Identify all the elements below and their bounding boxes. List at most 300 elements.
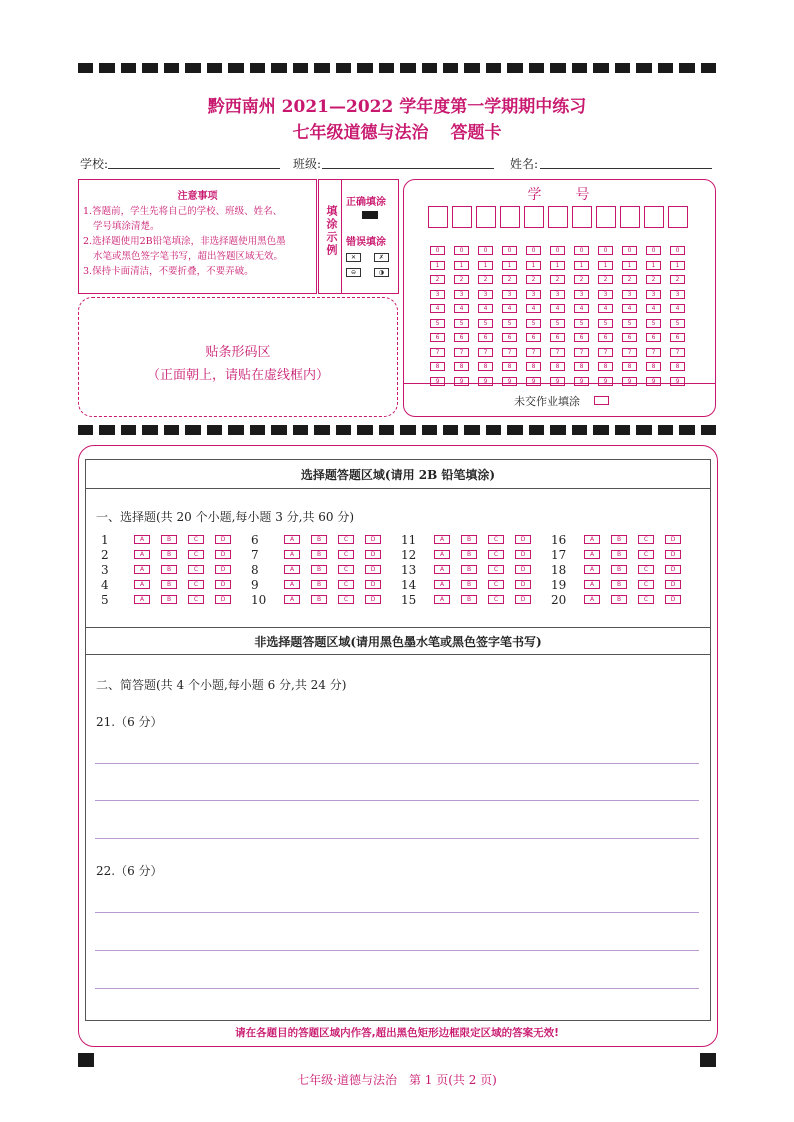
student-id-bubble[interactable]: 9 — [550, 377, 565, 386]
notice-item: 3.保持卡面清洁，不要折叠，不要弄破。 — [83, 266, 254, 277]
corner-marker-left — [78, 1053, 94, 1067]
student-id-bubble[interactable]: 6 — [646, 333, 661, 342]
name-label: 姓名: — [510, 157, 539, 171]
option-bubble[interactable]: B — [461, 595, 477, 604]
wrong-mark: ✕ — [346, 253, 361, 262]
student-id-bubble[interactable]: 0 — [646, 246, 661, 255]
option-bubble[interactable]: D — [365, 550, 381, 559]
choice-heading: 一、选择题(共 20 个小题,每小题 3 分,共 60 分) — [96, 510, 355, 524]
student-id-bubble[interactable]: 2 — [526, 275, 541, 284]
student-id-bubble[interactable]: 9 — [526, 377, 541, 386]
option-bubble[interactable]: C — [338, 535, 354, 544]
wrong-mark: ⊖ — [346, 268, 361, 277]
question-number: 16 — [551, 532, 567, 547]
student-id-bubble[interactable]: 9 — [670, 377, 685, 386]
student-id-bubble[interactable]: 4 — [430, 304, 445, 313]
choice-question-row — [401, 532, 551, 547]
choice-question-row — [101, 577, 251, 592]
student-id-bubble[interactable]: 4 — [478, 304, 493, 313]
choice-question-row — [101, 592, 251, 607]
student-id-digit-cell[interactable] — [572, 206, 592, 228]
option-bubble[interactable]: A — [134, 580, 150, 589]
student-id-bubble[interactable]: 0 — [550, 246, 565, 255]
student-id-bubble[interactable]: 9 — [574, 377, 589, 386]
choice-question-row — [251, 532, 401, 547]
option-bubble[interactable]: A — [584, 565, 600, 574]
option-bubble[interactable]: B — [611, 580, 627, 589]
student-id-bubble[interactable]: 7 — [502, 348, 517, 357]
fill-example-label: 填涂示例 — [325, 205, 338, 257]
option-bubble[interactable]: D — [365, 580, 381, 589]
option-bubble[interactable]: D — [215, 550, 231, 559]
student-id-bubble[interactable]: 8 — [670, 362, 685, 371]
student-id-digit-cell[interactable] — [668, 206, 688, 228]
option-bubble[interactable]: D — [665, 595, 681, 604]
notice-item: 学号填涂清楚。 — [93, 221, 160, 232]
student-id-bubble[interactable]: 0 — [598, 246, 613, 255]
student-id-bubble[interactable]: 5 — [478, 319, 493, 328]
wrong-fill-label: 错误填涂 — [346, 237, 386, 248]
question-number: 4 — [101, 577, 109, 592]
student-id-bubble[interactable]: 5 — [670, 319, 685, 328]
student-id-digit-cell[interactable] — [452, 206, 472, 228]
student-id-bubble[interactable]: 3 — [478, 290, 493, 299]
choice-column — [401, 532, 551, 607]
student-id-digit-cell[interactable] — [620, 206, 640, 228]
student-id-bubble[interactable]: 0 — [670, 246, 685, 255]
student-id-bubble-row — [430, 324, 694, 339]
student-id-bubble[interactable]: 7 — [670, 348, 685, 357]
option-bubble[interactable]: B — [161, 580, 177, 589]
student-id-digit-cell[interactable] — [644, 206, 664, 228]
option-bubble[interactable]: A — [434, 535, 450, 544]
option-bubble[interactable]: B — [161, 565, 177, 574]
option-bubble[interactable]: A — [584, 535, 600, 544]
student-id-bubble[interactable]: 7 — [478, 348, 493, 357]
student-id-bubble[interactable]: 9 — [622, 377, 637, 386]
choice-question-row — [101, 562, 251, 577]
student-id-bubble-grid[interactable] — [430, 237, 694, 385]
option-bubble[interactable]: A — [134, 535, 150, 544]
option-bubble[interactable]: D — [215, 535, 231, 544]
student-id-bubble[interactable]: 5 — [622, 319, 637, 328]
student-id-bubble[interactable]: 8 — [430, 362, 445, 371]
question-22-label: 22.（6 分） — [96, 864, 163, 878]
question-number: 2 — [101, 547, 109, 562]
class-field[interactable] — [322, 168, 494, 169]
option-bubble[interactable]: C — [638, 595, 654, 604]
student-id-bubble[interactable]: 6 — [478, 333, 493, 342]
student-id-bubble[interactable]: 1 — [526, 261, 541, 270]
option-bubble[interactable]: B — [311, 550, 327, 559]
notice-item: 1.答题前，学生先将自己的学校、班级、姓名、 — [83, 206, 283, 217]
student-id-bubble[interactable]: 1 — [598, 261, 613, 270]
option-bubble[interactable]: A — [284, 535, 300, 544]
option-bubble[interactable]: D — [365, 595, 381, 604]
option-bubble[interactable]: A — [284, 595, 300, 604]
question-number: 15 — [401, 592, 417, 607]
student-id-bubble[interactable]: 9 — [646, 377, 661, 386]
student-id-bubble[interactable]: 8 — [526, 362, 541, 371]
answer-line-22[interactable] — [95, 950, 699, 951]
option-bubble[interactable]: C — [488, 550, 504, 559]
student-id-digit-cell[interactable] — [596, 206, 616, 228]
option-bubble[interactable]: D — [365, 535, 381, 544]
student-id-bubble[interactable]: 3 — [622, 290, 637, 299]
option-bubble[interactable]: A — [434, 565, 450, 574]
option-bubble[interactable]: D — [365, 565, 381, 574]
student-id-bubble[interactable]: 0 — [454, 246, 469, 255]
name-field[interactable] — [540, 168, 712, 169]
student-id-bubble[interactable]: 7 — [646, 348, 661, 357]
choice-question-row — [101, 547, 251, 562]
student-id-bubble[interactable]: 6 — [598, 333, 613, 342]
student-id-bubble-row — [430, 252, 694, 267]
student-id-bubble[interactable]: 2 — [502, 275, 517, 284]
option-bubble[interactable]: B — [161, 550, 177, 559]
option-bubble[interactable]: B — [461, 565, 477, 574]
question-number: 11 — [401, 532, 417, 547]
student-id-bubble[interactable]: 2 — [670, 275, 685, 284]
option-bubble[interactable]: C — [188, 565, 204, 574]
notice-text — [79, 202, 316, 279]
option-bubble[interactable]: C — [488, 535, 504, 544]
correct-fill-sample — [362, 211, 378, 219]
choice-question-row — [251, 577, 401, 592]
student-id-bubble[interactable]: 5 — [430, 319, 445, 328]
answer-line-22[interactable] — [95, 988, 699, 989]
question-number: 1 — [101, 532, 109, 547]
student-id-bubble[interactable]: 4 — [670, 304, 685, 313]
choice-question-row — [551, 562, 701, 577]
school-label: 学校: — [80, 157, 109, 171]
choice-question-row — [251, 547, 401, 562]
answer-card-label: 答题卡 — [450, 123, 502, 143]
student-id-bubble[interactable]: 1 — [574, 261, 589, 270]
student-id-bubble[interactable]: 7 — [430, 348, 445, 357]
nonchoice-section-header: 非选择题答题区域(请用黑色墨水笔或黑色签字笔书写) — [254, 635, 542, 649]
option-bubble[interactable]: C — [488, 595, 504, 604]
student-id-bubble[interactable]: 6 — [430, 333, 445, 342]
option-bubble[interactable]: A — [434, 595, 450, 604]
student-id-bubble[interactable]: 7 — [574, 348, 589, 357]
option-bubble[interactable]: D — [665, 550, 681, 559]
choice-question-row — [101, 532, 251, 547]
student-id-bubble[interactable]: 8 — [574, 362, 589, 371]
barcode-title: 贴条形码区 — [205, 345, 271, 360]
student-id-bubble-row — [430, 310, 694, 325]
student-id-bubble[interactable]: 0 — [574, 246, 589, 255]
choice-column — [551, 532, 701, 607]
student-id-digit-cell[interactable] — [476, 206, 496, 228]
student-id-digit-cell[interactable] — [548, 206, 568, 228]
answer-inner-frame — [85, 459, 711, 1021]
option-bubble[interactable]: A — [284, 580, 300, 589]
student-id-bubble[interactable]: 0 — [478, 246, 493, 255]
option-bubble[interactable]: A — [284, 565, 300, 574]
student-id-bubble[interactable]: 4 — [598, 304, 613, 313]
question-number: 6 — [251, 532, 259, 547]
student-id-bubble[interactable]: 9 — [502, 377, 517, 386]
choice-column — [251, 532, 401, 607]
card-title — [0, 118, 794, 143]
student-id-digit-cell[interactable] — [500, 206, 520, 228]
choice-question-row — [251, 562, 401, 577]
barcode-subtitle: （正面朝上，请贴在虚线框内） — [146, 368, 329, 383]
option-bubble[interactable]: B — [611, 550, 627, 559]
option-bubble[interactable]: A — [584, 595, 600, 604]
student-id-bubble[interactable]: 2 — [454, 275, 469, 284]
student-id-digit-cell[interactable] — [524, 206, 544, 228]
student-id-bubble[interactable]: 0 — [502, 246, 517, 255]
student-id-digit-cell[interactable] — [428, 206, 448, 228]
student-id-bubble[interactable]: 1 — [670, 261, 685, 270]
option-bubble[interactable]: D — [515, 550, 531, 559]
option-bubble[interactable]: A — [584, 580, 600, 589]
option-bubble[interactable]: C — [638, 535, 654, 544]
notice-box — [78, 179, 317, 294]
student-id-bubble[interactable]: 8 — [502, 362, 517, 371]
student-id-bubble[interactable]: 8 — [622, 362, 637, 371]
option-bubble[interactable]: B — [311, 580, 327, 589]
not-submitted-bubble[interactable] — [594, 396, 609, 405]
question-number: 10 — [251, 592, 267, 607]
question-number: 7 — [251, 547, 259, 562]
option-bubble[interactable]: D — [215, 595, 231, 604]
option-bubble[interactable]: C — [338, 565, 354, 574]
option-bubble[interactable]: B — [461, 535, 477, 544]
choice-question-row — [551, 577, 701, 592]
choice-question-row — [551, 592, 701, 607]
top-timing-marks — [78, 63, 716, 73]
option-bubble[interactable]: B — [161, 595, 177, 604]
option-bubble[interactable]: B — [311, 595, 327, 604]
student-id-bubble[interactable]: 3 — [670, 290, 685, 299]
option-bubble[interactable]: D — [215, 565, 231, 574]
student-id-bubble[interactable]: 4 — [550, 304, 565, 313]
student-id-bubble-row — [430, 281, 694, 296]
student-id-bubble[interactable]: 1 — [502, 261, 517, 270]
student-id-bubble[interactable]: 6 — [622, 333, 637, 342]
question-number: 20 — [551, 592, 567, 607]
question-number: 8 — [251, 562, 259, 577]
question-number: 19 — [551, 577, 567, 592]
wrong-fill-samples — [346, 250, 396, 280]
option-bubble[interactable]: A — [134, 565, 150, 574]
student-id-bubble[interactable]: 5 — [574, 319, 589, 328]
student-id-bubble[interactable]: 3 — [574, 290, 589, 299]
subject-title: 七年级道德与法治 — [292, 123, 429, 143]
student-id-bubble[interactable]: 9 — [454, 377, 469, 386]
student-id-bubble[interactable]: 2 — [430, 275, 445, 284]
student-id-bubble[interactable]: 2 — [574, 275, 589, 284]
option-bubble[interactable]: D — [665, 580, 681, 589]
student-id-bubble[interactable]: 2 — [598, 275, 613, 284]
option-bubble[interactable]: C — [338, 580, 354, 589]
student-id-bubble[interactable]: 8 — [478, 362, 493, 371]
choice-question-row — [551, 532, 701, 547]
student-id-bubble[interactable]: 3 — [430, 290, 445, 299]
option-bubble[interactable]: C — [338, 550, 354, 559]
student-id-bubble[interactable]: 8 — [550, 362, 565, 371]
student-id-bubble[interactable]: 1 — [478, 261, 493, 270]
option-bubble[interactable]: B — [311, 565, 327, 574]
student-id-bubble[interactable]: 6 — [574, 333, 589, 342]
option-bubble[interactable]: A — [134, 595, 150, 604]
exam-title: 黔西南州 2021—2022 学年度第一学期期中练习 — [207, 97, 587, 117]
option-bubble[interactable]: D — [665, 565, 681, 574]
student-id-bubble[interactable]: 6 — [454, 333, 469, 342]
student-id-bubble[interactable]: 7 — [622, 348, 637, 357]
student-id-bubble[interactable]: 3 — [454, 290, 469, 299]
option-bubble[interactable]: D — [515, 565, 531, 574]
answer-line-22[interactable] — [95, 912, 699, 913]
option-bubble[interactable]: B — [161, 535, 177, 544]
student-id-bubble[interactable]: 9 — [430, 377, 445, 386]
student-id-bubble[interactable]: 1 — [622, 261, 637, 270]
option-bubble[interactable]: A — [434, 580, 450, 589]
student-id-write-cells[interactable] — [428, 206, 692, 228]
option-bubble[interactable]: A — [434, 550, 450, 559]
student-id-bubble[interactable]: 4 — [646, 304, 661, 313]
student-id-bubble-row — [430, 237, 694, 252]
student-id-bubble[interactable]: 4 — [622, 304, 637, 313]
choice-section-header: 选择题答题区域(请用 2B 铅笔填涂) — [300, 468, 496, 482]
student-id-bubble[interactable]: 7 — [598, 348, 613, 357]
option-bubble[interactable]: A — [284, 550, 300, 559]
not-submitted-label: 未交作业填涂 — [514, 395, 580, 408]
student-id-bubble[interactable]: 7 — [526, 348, 541, 357]
choice-question-row — [251, 592, 401, 607]
option-bubble[interactable]: D — [515, 595, 531, 604]
wrong-mark: ◑ — [374, 268, 389, 277]
school-field[interactable] — [108, 168, 280, 169]
student-id-bubble[interactable]: 4 — [526, 304, 541, 313]
notice-title: 注意事项 — [177, 191, 218, 202]
option-bubble[interactable]: D — [515, 580, 531, 589]
middle-timing-marks — [78, 425, 716, 435]
student-id-bubble[interactable]: 8 — [454, 362, 469, 371]
student-id-bubble-row — [430, 339, 694, 354]
student-id-bubble[interactable]: 8 — [646, 362, 661, 371]
option-bubble[interactable]: C — [638, 580, 654, 589]
student-id-bubble[interactable]: 0 — [622, 246, 637, 255]
student-id-bubble[interactable]: 3 — [550, 290, 565, 299]
student-id-bubble-row — [430, 295, 694, 310]
option-bubble[interactable]: B — [311, 535, 327, 544]
question-21-label: 21.（6 分） — [96, 715, 163, 729]
student-id-bubble[interactable]: 7 — [550, 348, 565, 357]
option-bubble[interactable]: C — [188, 580, 204, 589]
student-id-bubble[interactable]: 1 — [646, 261, 661, 270]
question-number: 12 — [401, 547, 417, 562]
student-id-bubble[interactable]: 5 — [454, 319, 469, 328]
student-id-bubble[interactable]: 0 — [430, 246, 445, 255]
student-id-bubble[interactable]: 1 — [430, 261, 445, 270]
student-id-bubble[interactable]: 2 — [622, 275, 637, 284]
option-bubble[interactable]: C — [188, 550, 204, 559]
student-id-bubble[interactable]: 4 — [454, 304, 469, 313]
student-id-bubble[interactable]: 6 — [526, 333, 541, 342]
option-bubble[interactable]: B — [611, 595, 627, 604]
student-id-bubble[interactable]: 7 — [454, 348, 469, 357]
student-id-bubble[interactable]: 5 — [646, 319, 661, 328]
option-bubble[interactable]: D — [215, 580, 231, 589]
option-bubble[interactable]: B — [611, 565, 627, 574]
student-id-bubble[interactable]: 6 — [670, 333, 685, 342]
option-bubble[interactable]: C — [188, 535, 204, 544]
question-number: 13 — [401, 562, 417, 577]
student-id-bubble[interactable]: 6 — [550, 333, 565, 342]
student-id-title: 学 号 — [527, 187, 592, 203]
option-bubble[interactable]: B — [461, 580, 477, 589]
option-bubble[interactable]: C — [188, 595, 204, 604]
option-bubble[interactable]: C — [638, 550, 654, 559]
correct-fill-label: 正确填涂 — [346, 197, 386, 208]
student-id-bubble[interactable]: 0 — [526, 246, 541, 255]
student-id-bubble[interactable]: 2 — [478, 275, 493, 284]
choice-column — [101, 532, 251, 607]
option-bubble[interactable]: B — [461, 550, 477, 559]
question-number: 9 — [251, 577, 259, 592]
student-id-bubble[interactable]: 4 — [574, 304, 589, 313]
notice-item: 2.选择题使用2B铅笔填涂，非选择题使用黑色墨 — [83, 236, 286, 247]
question-number: 14 — [401, 577, 417, 592]
answer-line-21[interactable] — [95, 800, 699, 801]
choice-answer-grid — [101, 532, 701, 607]
student-id-bubble[interactable]: 1 — [550, 261, 565, 270]
answer-line-21[interactable] — [95, 763, 699, 764]
student-id-bubble[interactable]: 5 — [502, 319, 517, 328]
student-id-bubble[interactable]: 3 — [526, 290, 541, 299]
option-bubble[interactable]: C — [338, 595, 354, 604]
student-id-bubble-row — [430, 353, 694, 368]
student-id-bubble[interactable]: 9 — [478, 377, 493, 386]
question-number: 17 — [551, 547, 567, 562]
notice-item: 水笔或黑色签字笔书写，超出答题区域无效。 — [93, 251, 284, 262]
student-id-bubble[interactable]: 5 — [526, 319, 541, 328]
student-id-bubble[interactable]: 2 — [646, 275, 661, 284]
student-id-bubble[interactable]: 3 — [502, 290, 517, 299]
option-bubble[interactable]: C — [488, 565, 504, 574]
option-bubble[interactable]: D — [665, 535, 681, 544]
student-id-bubble[interactable]: 1 — [454, 261, 469, 270]
student-id-box — [403, 179, 716, 417]
student-id-bubble[interactable]: 5 — [550, 319, 565, 328]
option-bubble[interactable]: A — [584, 550, 600, 559]
student-id-bubble[interactable]: 2 — [550, 275, 565, 284]
choice-question-row — [401, 592, 551, 607]
student-id-bubble[interactable]: 4 — [502, 304, 517, 313]
answer-line-21[interactable] — [95, 838, 699, 839]
student-id-bubble[interactable]: 6 — [502, 333, 517, 342]
student-id-bubble[interactable]: 9 — [598, 377, 613, 386]
option-bubble[interactable]: D — [515, 535, 531, 544]
option-bubble[interactable]: B — [611, 535, 627, 544]
option-bubble[interactable]: A — [134, 550, 150, 559]
student-id-bubble-row — [430, 368, 694, 383]
question-number: 18 — [551, 562, 567, 577]
student-id-bubble[interactable]: 3 — [646, 290, 661, 299]
option-bubble[interactable]: C — [638, 565, 654, 574]
student-id-bubble[interactable]: 3 — [598, 290, 613, 299]
student-id-bubble[interactable]: 5 — [598, 319, 613, 328]
student-id-bubble-row — [430, 266, 694, 281]
student-id-bubble[interactable]: 8 — [598, 362, 613, 371]
question-number: 5 — [101, 592, 109, 607]
option-bubble[interactable]: C — [488, 580, 504, 589]
choice-question-row — [401, 562, 551, 577]
